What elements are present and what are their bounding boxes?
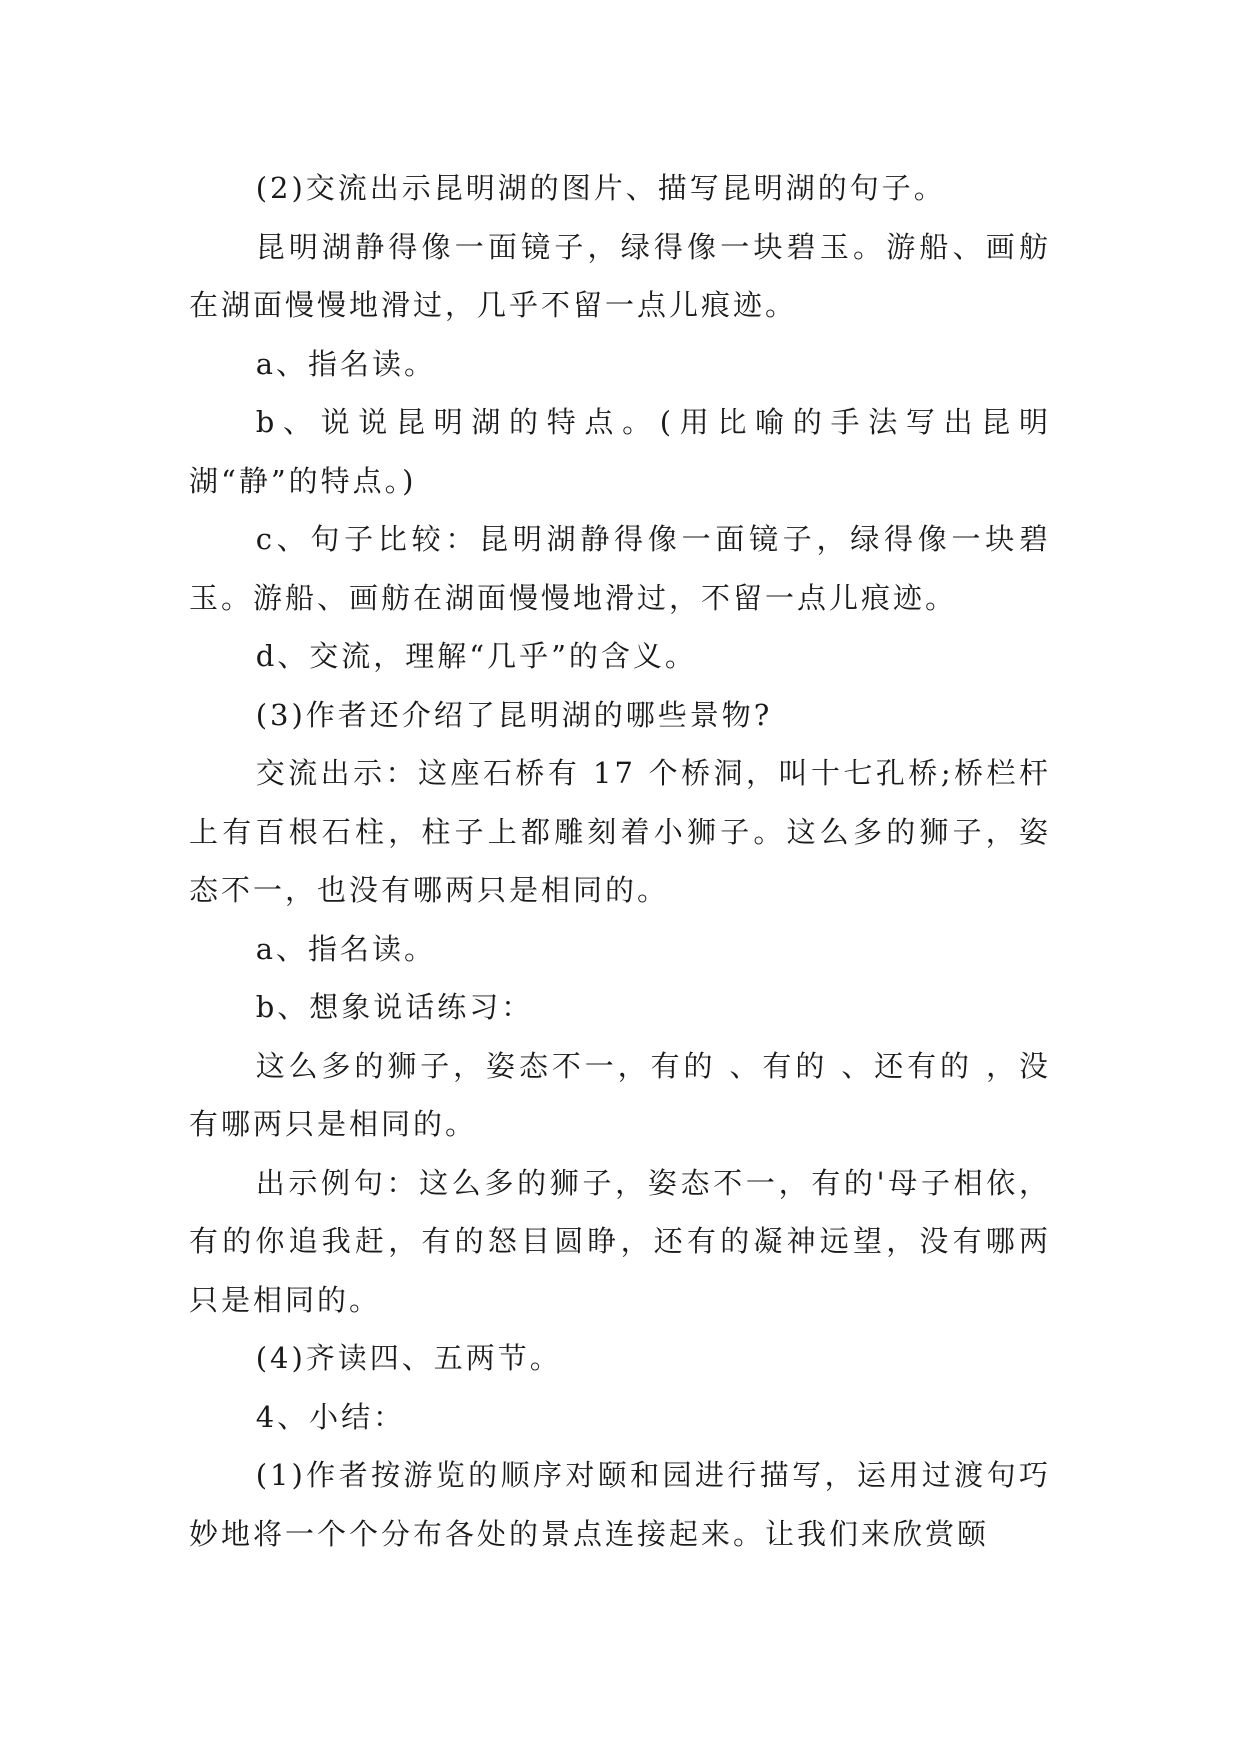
paragraph: b、想象说话练习： (255, 990, 534, 1024)
paragraph: (3)作者还介绍了昆明湖的哪些景物? (255, 697, 773, 732)
paragraph: 出示例句：这么多的狮子，姿态不一，有的'母子相依，有的你追我赶，有的怒目圆睁，还有的凝神远望，没有哪两只是相同的。 (189, 1165, 1051, 1317)
paragraph: 交流出示：这座石桥有 17 个桥洞，叫十七孔桥;桥栏杆上有百根石柱，柱子上都雕刻着小狮子。这么多的狮子，姿态不一，也没有哪两只是相同的。 (189, 756, 1051, 907)
paragraph: a、指名读。 (255, 346, 436, 381)
paragraph: c、句子比较：昆明湖静得像一面镜子，绿得像一块碧玉。游船、画舫在湖面慢慢地滑过，不留一点儿痕迹。 (189, 522, 1051, 615)
paragraph: 这么多的狮子，姿态不一，有的 、有的 、还有的 ，没有哪两只是相同的。 (189, 1048, 1051, 1141)
paragraph: a、指名读。 (255, 931, 436, 966)
paragraph: (2)交流出示昆明湖的图片、描写昆明湖的句子。 (255, 171, 946, 205)
paragraph: 4、小结： (255, 1399, 406, 1434)
paragraph: (4)齐读四、五两节。 (255, 1341, 562, 1375)
paragraph: 昆明湖静得像一面镜子，绿得像一块碧玉。游船、画舫在湖面慢慢地滑过，几乎不留一点儿痕迹。 (189, 229, 1051, 322)
paragraph: d、交流，理解“几乎”的含义。 (255, 639, 697, 673)
document-body (189, 159, 1051, 1563)
paragraph: (1)作者按游览的顺序对颐和园进行描写，运用过渡句巧妙地将一个个分布各处的景点连接起来。让我们来欣赏颐 (189, 1458, 1051, 1551)
paragraph: b、说说昆明湖的特点。(用比喻的手法写出昆明湖“静”的特点。) (189, 405, 1051, 498)
